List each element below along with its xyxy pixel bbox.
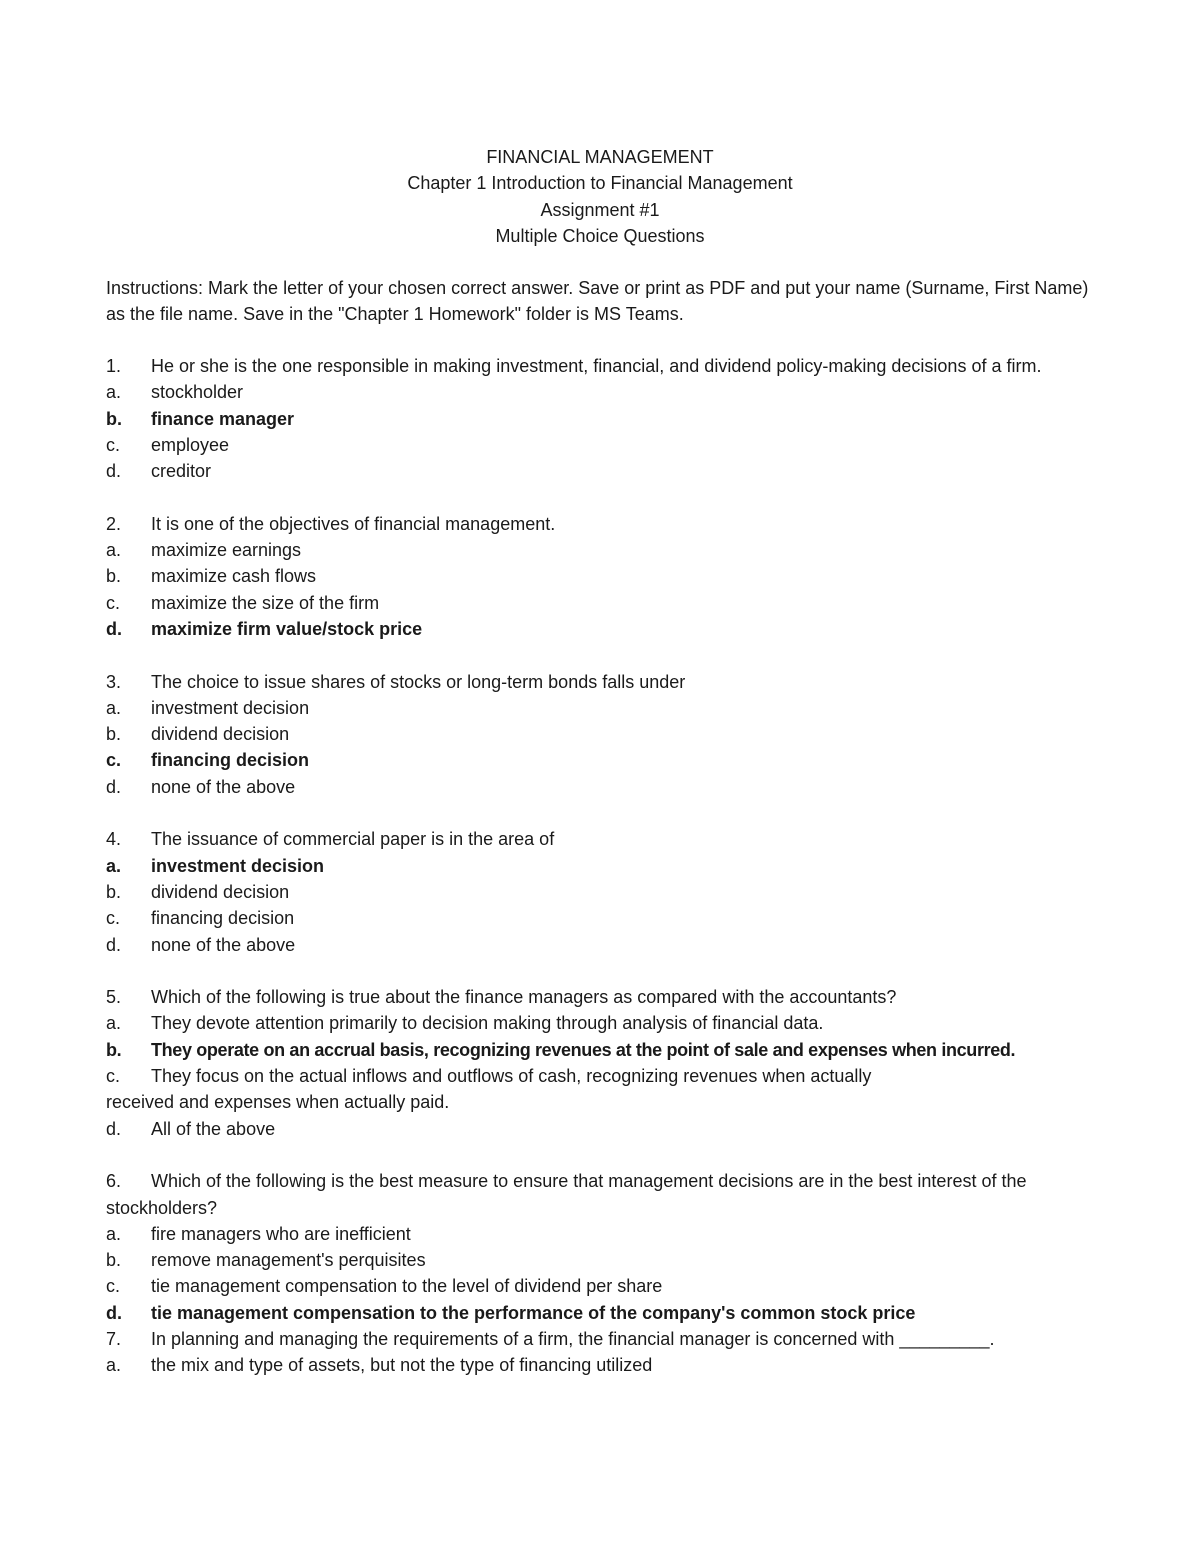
option-letter: d. bbox=[106, 1118, 122, 1139]
question-7 bbox=[106, 1326, 1096, 1352]
option-letter: d. bbox=[106, 776, 122, 797]
option-3a bbox=[106, 695, 1096, 721]
option-5a bbox=[106, 1010, 1096, 1036]
option-text: remove management's perquisites bbox=[151, 1250, 426, 1271]
option-5d bbox=[106, 1116, 1096, 1142]
option-5c-continuation: received and expenses when actually paid. bbox=[106, 1092, 450, 1113]
option-text: maximize the size of the firm bbox=[151, 592, 380, 613]
option-text: financing decision bbox=[151, 750, 310, 771]
option-text: none of the above bbox=[151, 776, 296, 797]
option-letter: b. bbox=[106, 724, 122, 745]
instructions-paragraph: Instructions: Mark the letter of your chosen correct answer. Save or print as PDF and put your name (Surname, First Name) as the file name. Save in the "Chapter 1 Homework" folder is MS Teams. bbox=[106, 278, 1089, 325]
question-text: The issuance of commercial paper is in the area of bbox=[151, 829, 555, 850]
option-letter: b. bbox=[106, 408, 122, 429]
question-text: In planning and managing the requirements of a firm, the financial manager is concerned with _________. bbox=[151, 1328, 995, 1349]
option-6c bbox=[106, 1273, 1096, 1299]
option-letter: d. bbox=[106, 461, 122, 482]
option-text: maximize cash flows bbox=[151, 566, 317, 587]
option-1b-selected bbox=[106, 406, 1096, 432]
option-letter: c. bbox=[106, 592, 121, 613]
option-2d-selected bbox=[106, 616, 1096, 642]
option-letter: a. bbox=[106, 382, 122, 403]
option-6d-selected bbox=[106, 1300, 1096, 1326]
question-number: 1. bbox=[106, 356, 122, 376]
option-text: investment decision bbox=[151, 855, 325, 876]
option-letter: d. bbox=[106, 934, 122, 955]
option-letter: c. bbox=[106, 1276, 121, 1297]
option-letter: d. bbox=[106, 618, 122, 639]
option-7a bbox=[106, 1352, 1096, 1378]
option-3b bbox=[106, 721, 1096, 747]
option-text: They devote attention primarily to decision making through analysis of financial data. bbox=[151, 1013, 824, 1034]
option-text: tie management compensation to the level of dividend per share bbox=[151, 1276, 663, 1297]
question-number: 6. bbox=[106, 1171, 122, 1192]
question-number: 5. bbox=[106, 987, 122, 1008]
question-text: Which of the following is the best measure to ensure that management decisions are in the best interest of the stockholders? bbox=[106, 1171, 1027, 1218]
option-6a bbox=[106, 1221, 1096, 1247]
option-4a-selected bbox=[106, 853, 1096, 879]
option-2b bbox=[106, 563, 1096, 589]
option-5b-selected bbox=[106, 1037, 1096, 1063]
question-text: The choice to issue shares of stocks or long-term bonds falls under bbox=[151, 671, 686, 692]
option-text: dividend decision bbox=[151, 881, 290, 902]
option-text: fire managers who are inefficient bbox=[151, 1223, 411, 1244]
assignment-label: Assignment #1 bbox=[540, 199, 660, 220]
option-letter: c. bbox=[106, 1066, 121, 1087]
option-letter: b. bbox=[106, 566, 122, 587]
question-1 bbox=[106, 353, 1096, 379]
option-letter: a. bbox=[106, 540, 122, 561]
option-text: creditor bbox=[151, 461, 212, 482]
option-letter: a. bbox=[106, 1355, 122, 1376]
option-letter: d. bbox=[106, 1302, 122, 1323]
option-2a bbox=[106, 537, 1096, 563]
option-4b bbox=[106, 879, 1096, 905]
option-text: investment decision bbox=[151, 697, 310, 718]
option-letter: c. bbox=[106, 434, 121, 455]
option-3d bbox=[106, 774, 1096, 800]
question-type-label: Multiple Choice Questions bbox=[495, 225, 705, 246]
option-text: stockholder bbox=[151, 382, 244, 403]
question-text: Which of the following is true about the finance managers as compared with the accountants? bbox=[151, 987, 897, 1008]
option-text: financing decision bbox=[151, 908, 295, 929]
option-letter: a. bbox=[106, 855, 122, 876]
question-5 bbox=[106, 984, 1096, 1010]
option-letter: c. bbox=[106, 908, 121, 929]
question-4 bbox=[106, 826, 1096, 852]
option-text: maximize firm value/stock price bbox=[151, 618, 423, 639]
question-number: 2. bbox=[106, 513, 122, 534]
question-text: It is one of the objectives of financial management. bbox=[151, 513, 556, 534]
option-letter: a. bbox=[106, 697, 122, 718]
option-3c-selected bbox=[106, 747, 1096, 773]
option-letter: b. bbox=[106, 1250, 122, 1271]
question-number: 3. bbox=[106, 671, 122, 692]
questions-list bbox=[106, 353, 1096, 1379]
document-header bbox=[0, 144, 1200, 249]
option-text: employee bbox=[151, 434, 230, 455]
chapter-title: Chapter 1 Introduction to Financial Management bbox=[407, 173, 793, 194]
document-title: FINANCIAL MANAGEMENT bbox=[486, 147, 714, 167]
question-number: 7. bbox=[106, 1328, 122, 1349]
option-4d bbox=[106, 932, 1096, 958]
option-text: tie management compensation to the performance of the company's common stock price bbox=[151, 1302, 916, 1323]
option-text: maximize earnings bbox=[151, 540, 302, 561]
question-6 bbox=[106, 1168, 1096, 1221]
question-2 bbox=[106, 511, 1096, 537]
question-text: He or she is the one responsible in making investment, financial, and dividend policy-making decisions of a firm. bbox=[151, 356, 1042, 376]
option-letter: a. bbox=[106, 1223, 122, 1244]
question-number: 4. bbox=[106, 829, 122, 850]
option-1a bbox=[106, 379, 1096, 405]
option-text: They focus on the actual inflows and outflows of cash, recognizing revenues when actually bbox=[151, 1066, 872, 1087]
option-text: dividend decision bbox=[151, 724, 290, 745]
option-text: none of the above bbox=[151, 934, 296, 955]
option-letter: b. bbox=[106, 1039, 122, 1060]
option-text: finance manager bbox=[151, 408, 295, 429]
option-4c bbox=[106, 905, 1096, 931]
option-2c bbox=[106, 590, 1096, 616]
option-5c bbox=[106, 1063, 1096, 1089]
option-letter: b. bbox=[106, 881, 122, 902]
question-3 bbox=[106, 669, 1096, 695]
option-1d bbox=[106, 458, 1096, 484]
option-1c bbox=[106, 432, 1096, 458]
option-6b bbox=[106, 1247, 1096, 1273]
option-letter: c. bbox=[106, 750, 122, 771]
option-text: All of the above bbox=[151, 1118, 276, 1139]
option-letter: a. bbox=[106, 1013, 122, 1034]
option-text: the mix and type of assets, but not the type of financing utilized bbox=[151, 1355, 653, 1376]
option-text: They operate on an accrual basis, recognizing revenues at the point of sale and expenses when incurred. bbox=[151, 1039, 1016, 1060]
